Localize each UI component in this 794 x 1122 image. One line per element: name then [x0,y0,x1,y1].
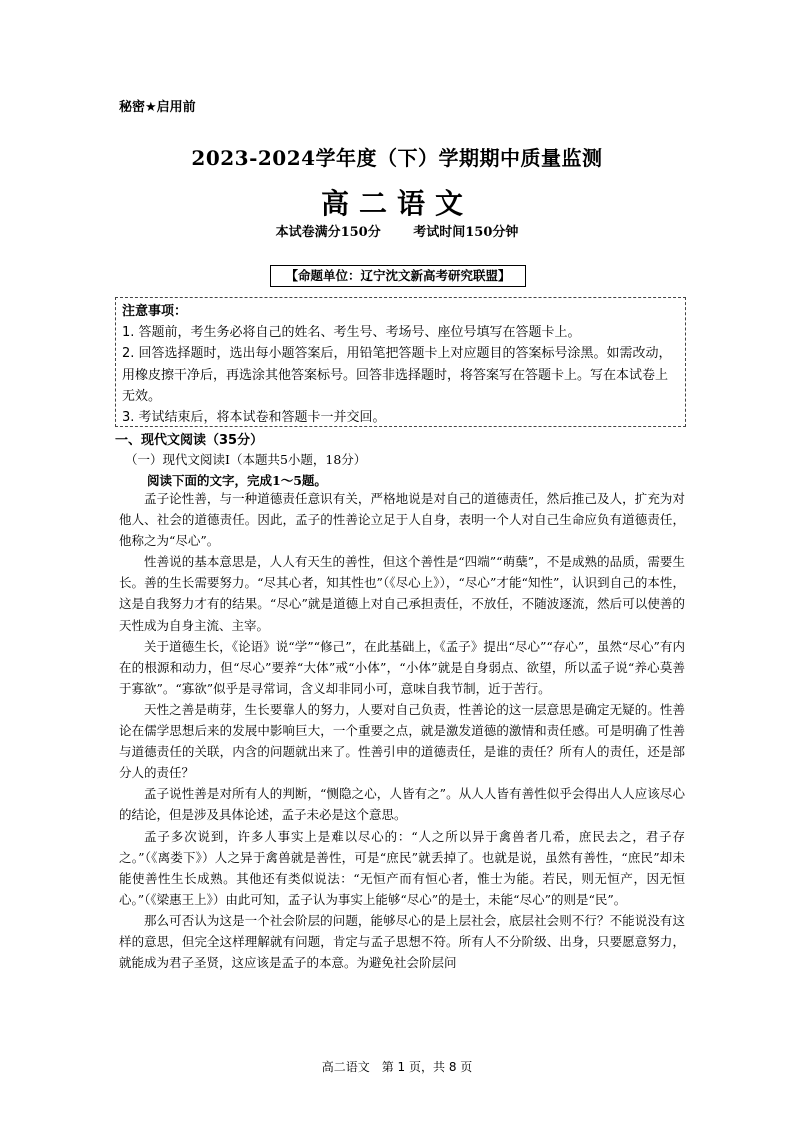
authoring-unit: 【命题单位：辽宁沈文新高考研究联盟】 [270,265,526,287]
passage-paragraph: 孟子论性善，与一种道德责任意识有关，严格地说是对自己的道德责任，然后推己及人，扩充为对他人、社会的道德责任。因此，孟子的性善论立足于人自身，表明一个人对自己生命应负有道德责任，他称之为“尽心”。 [119,491,685,549]
exam-title: 2023-2024学年度（下）学期期中质量监测 [191,146,603,170]
page-footer: 高二语文 第 1 页，共 8 页 [321,1060,473,1074]
notice-title: 注意事项： [122,304,188,319]
confidential-label: 秘密★启用前 [119,100,196,115]
passage-paragraph: 关于道德生长，《论语》说“学”“修己”，在此基础上，《孟子》提出“尽心”“存心”，虽然“尽心”有内在的根源和动力，但“尽心”要养“大体”戒“小体”，“小体”就是自身弱点、欲望，所以孟子说“养心莫善于寡欲”。“寡欲”似乎是寻常词，含义却非同小可，意味自我节制，近于苦行。 [119,638,685,696]
passage-paragraph: 那么可否认为这是一个社会阶层的问题，能够尽心的是上层社会，底层社会则不行？不能说没有这样的意思，但完全这样理解就有问题，肯定与孟子思想不符。所有人不分阶级、出身，只要愿意努力，就能成为君子圣贤，这应该是孟子的本意。为避免社会阶层问 [119,912,685,971]
passage-paragraph: 孟子说性善是对所有人的判断，“恻隐之心，人皆有之”。从人人皆有善性似乎会得出人人应该尽心的结论，但是涉及具体论述，孟子未必是这个意思。 [119,786,685,823]
section-heading: 一、现代文阅读（35分） [115,433,264,448]
passage-paragraph: 天性之善是萌芽，生长要靠人的努力，人要对自己负责，性善论的这一层意思是确定无疑的。性善论在儒学思想后来的发展中影响巨大，一个重要之点，就是激发道德的激情和责任感。可是明确了性善与道德责任的关联，内含的问题就出来了。性善引申的道德责任，是谁的责任？所有人的责任，还是部分人的责任？ [119,701,685,781]
notice-item: 2. 回答选择题时，选出每小题答案后，用铅笔把答题卡上对应题目的答案标号涂黑。如需改动，用橡皮擦干净后，再选涂其他答案标号。回答非选择题时，将答案写在答题卡上。写在本试卷上无效。 [122,346,672,404]
notice-item: 1. 答题前，考生务必将自己的姓名、考生号、考场号、座位号填写在答题卡上。 [122,325,581,341]
passage-paragraph: 孟子多次说到，许多人事实上是难以尽心的：“人之所以异于禽兽者几希，庶民去之，君子存之。”（《离娄下》）人之异于禽兽就是善性，可是“庶民”就丢掉了。也就是说，虽然有善性，“庶民”却未能使善性生长成熟。其他还有类似说法：“无恒产而有恒心者，惟士为能。若民，则无恒产，因无恒心。”（《梁惠王上》）由此可知，孟子认为事实上能够“尽心”的是士，未能“尽心”的则是“民”。 [119,828,685,907]
exam-time: 考试时间150分钟 [413,225,519,240]
exam-info [0,221,794,240]
reading-passage [119,488,685,973]
notice-item: 3. 考试结束后，将本试卷和答题卡一并交回。 [122,410,386,426]
subject-title: 高二语文 [320,187,473,220]
full-score: 本试卷满分150分 [275,225,381,240]
subsection-heading: （一）现代文阅读Ⅰ（本题共5小题，18分） [125,452,367,467]
notice-box [115,297,686,427]
reading-instruction: 阅读下面的文字，完成1～5题。 [147,473,327,488]
passage-paragraph: 性善说的基本意思是，人人有天生的善性，但这个善性是“四端”“萌蘖”，不是成熟的品质，需要生长。善的生长需要努力。“尽其心者，知其性也”（《尽心上》），“尽心”才能“知性”，认识到自己的本性，这是自我努力才有的结果。“尽心”就是道德上对自己承担责任，不放任，不随波逐流，然后可以使善的天性成为自身主流、主宰。 [119,554,685,633]
